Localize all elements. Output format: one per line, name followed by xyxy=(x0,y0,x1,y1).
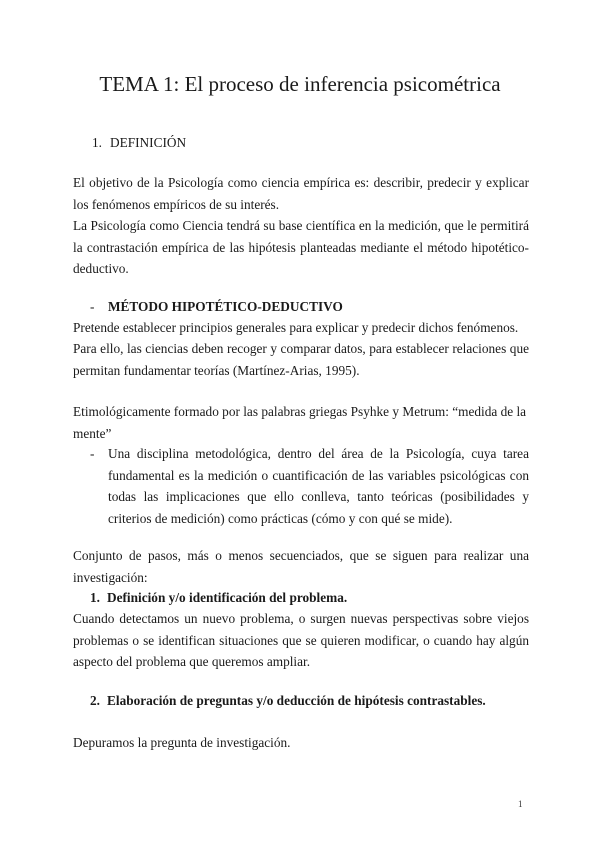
dash-marker: - xyxy=(90,446,95,461)
step-heading-1 xyxy=(90,587,529,609)
section-heading-definicion xyxy=(92,132,529,154)
paragraph-etimologia: Etimológicamente formado por las palabras griegas Psyhke y Metrum: “medida de la mente” xyxy=(73,404,527,441)
subheading-metodo xyxy=(90,296,529,318)
paragraph-depuramos: Depuramos la pregunta de investigación. xyxy=(73,735,291,750)
dash-marker: - xyxy=(90,299,95,314)
paragraph-conjunto: Conjunto de pasos, más o menos secuenciados, que se siguen para realizar una investigación: xyxy=(73,548,529,585)
list-item-text: Una disciplina metodológica, dentro del área de la Psicología, cuya tarea fundamental es la medición o cuantificación de las variables psicológicas con todas las implicaciones que ello conlleva, tanto teóricas (posibilidades y criterios de medición) como prácticas (cómo y con qué se mide). xyxy=(108,446,529,526)
paragraph-ciencia: La Psicología como Ciencia tendrá su base científica en la medición, que le permitirá la contrastación empírica de las hipótesis planteadas mediante el método hipotético-deductivo. xyxy=(73,218,529,276)
paragraph-objetivo: El objetivo de la Psicología como ciencia empírica es: describir, predecir y explicar los fenómenos empíricos de su interés. xyxy=(73,175,529,212)
step-number: 2. xyxy=(90,693,100,708)
subheading-label: MÉTODO HIPOTÉTICO-DEDUCTIVO xyxy=(108,299,343,314)
step-label: Definición y/o identificación del problema. xyxy=(107,590,348,605)
list-item xyxy=(90,443,529,529)
paragraph-cuando: Cuando detectamos un nuevo problema, o surgen nuevas perspectivas sobre viejos problemas o se identifican situaciones que se quieren modificar, o cuando hay algún aspecto del problema que queremos ampliar. xyxy=(73,611,529,669)
page-number: 1 xyxy=(518,799,523,809)
section-label: DEFINICIÓN xyxy=(110,135,187,150)
paragraph-pretende: Pretende establecer principios generales para explicar y predecir dichos fenómenos. xyxy=(73,320,519,335)
page-title: TEMA 1: El proceso de inferencia psicométrica xyxy=(99,72,501,96)
paragraph-para-ello: Para ello, las ciencias deben recoger y comparar datos, para establecer relaciones que permitan fundamentar teorías (Martínez-Arias, 1995). xyxy=(73,341,529,378)
step-heading-2 xyxy=(90,690,529,712)
step-number: 1. xyxy=(90,590,100,605)
section-number: 1. xyxy=(92,135,102,150)
step-label: Elaboración de preguntas y/o deducción de hipótesis contrastables. xyxy=(107,693,486,708)
